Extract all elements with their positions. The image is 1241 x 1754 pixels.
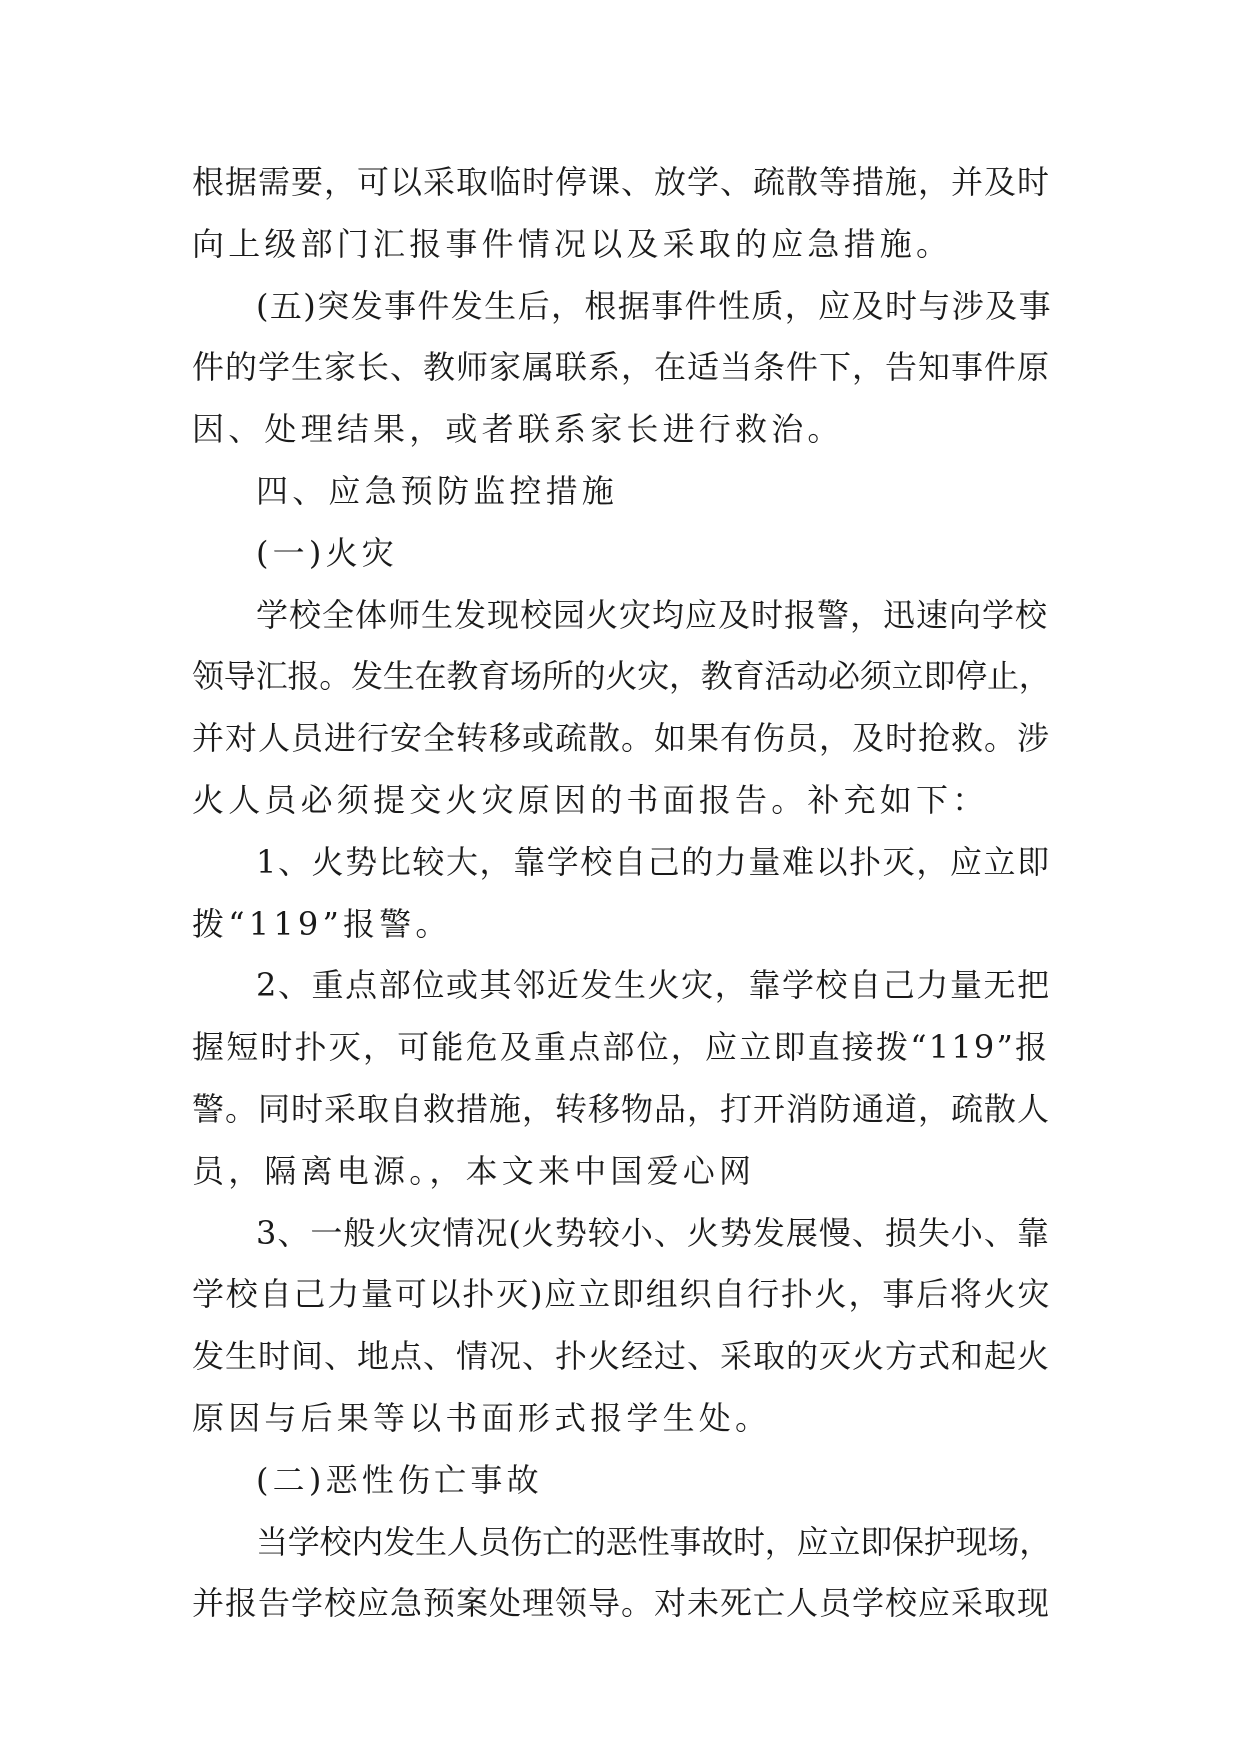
text-line: 火人员必须提交火灾原因的书面报告。补充如下： bbox=[192, 780, 989, 819]
text-line: 原因与后果等以书面形式报学生处。 bbox=[192, 1398, 772, 1437]
paragraph-start: 当学校内发生人员伤亡的恶性事故时，应立即保护现场， bbox=[256, 1522, 1052, 1561]
document-body bbox=[192, 152, 1052, 1635]
text-line: 件的学生家长、教师家属联系，在适当条件下，告知事件原 bbox=[192, 348, 1051, 387]
text-line: 根据需要，可以采取临时停课、放学、疏散等措施，并及时 bbox=[192, 163, 1051, 201]
text-line: 拨“119”报警。 bbox=[192, 904, 452, 943]
list-item-start: 2、重点部位或其邻近发生火灾，靠学校自己力量无把 bbox=[256, 966, 1051, 1005]
list-item-start: 1、火势比较大，靠学校自己的力量难以扑灭，应立即 bbox=[256, 842, 1051, 881]
list-item-start: 3、一般火灾情况(火势较小、火势发展慢、损失小、靠 bbox=[256, 1213, 1050, 1252]
section-heading: 四、应急预防监控措施 bbox=[256, 471, 619, 510]
text-line: 学校自己力量可以扑灭)应立即组织自行扑火，事后将火灾 bbox=[192, 1275, 1052, 1314]
text-line: 警。同时采取自救措施，转移物品，打开消防通道，疏散人 bbox=[192, 1089, 1051, 1128]
text-line: 并对人员进行安全转移或疏散。如果有伤员，及时抢救。涉 bbox=[192, 719, 1051, 758]
subsection-heading: (二)恶性伤亡事故 bbox=[256, 1460, 543, 1499]
text-line: 员，隔离电源。，本文来中国爱心网 bbox=[192, 1151, 756, 1190]
subsection-heading: (一)火灾 bbox=[256, 533, 398, 572]
text-line: 发生时间、地点、情况、扑火经过、采取的灭火方式和起火 bbox=[192, 1337, 1051, 1376]
text-line: 握短时扑灭，可能危及重点部位，应立即直接拨“119”报 bbox=[192, 1028, 1050, 1067]
paragraph-start: (五)突发事件发生后，根据事件性质，应及时与涉及事 bbox=[256, 286, 1052, 325]
text-line: 向上级部门汇报事件情况以及采取的应急措施。 bbox=[192, 224, 953, 263]
text-line: 领导汇报。发生在教育场所的火灾，教育活动必须立即停止， bbox=[192, 657, 1051, 696]
text-line: 因、处理结果，或者联系家长进行救治。 bbox=[192, 410, 844, 449]
paragraph-start: 学校全体师生发现校园火灾均应及时报警，迅速向学校 bbox=[256, 595, 1049, 634]
text-line: 并报告学校应急预案处理领导。对未死亡人员学校应采取现 bbox=[192, 1584, 1051, 1623]
